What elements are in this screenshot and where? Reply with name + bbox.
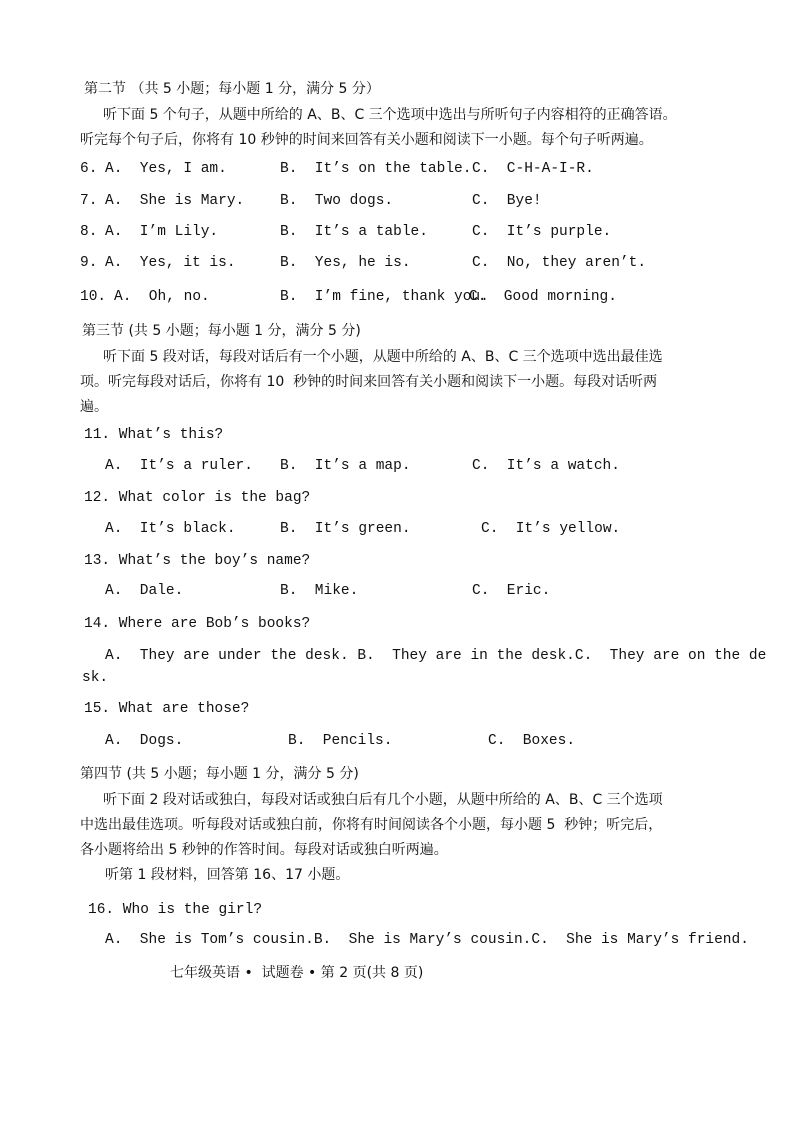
- question-stem: 12. What color is the bag?: [84, 490, 311, 506]
- option-c: C. Eric.: [472, 583, 551, 599]
- section-2-instruction: 听完每个句子后，你将有 10 秒钟的时间来回答有关小题和阅读下一小题。每个句子听两遍。: [80, 132, 653, 148]
- option-c: C. Bye!: [472, 193, 542, 209]
- option-a: A. Yes, I am.: [105, 161, 227, 177]
- section-4-instruction: 听第 1 段材料，回答第 16、17 小题。: [105, 867, 350, 883]
- option-b: B. I’m fine, thank you.: [280, 289, 489, 305]
- option-b: B. It’s green.: [280, 521, 411, 537]
- question-number: 9.: [80, 255, 98, 271]
- option-c: C. It’s yellow.: [481, 521, 621, 537]
- options-line: A. She is Tom’s cousin.B. She is Mary’s cousin.C. She is Mary’s friend.: [105, 932, 749, 948]
- question-stem: 11. What’s this?: [84, 427, 224, 443]
- question-stem: 13. What’s the boy’s name?: [84, 553, 311, 569]
- option-b: B. Two dogs.: [280, 193, 394, 209]
- option-c: C. C-H-A-I-R.: [472, 161, 594, 177]
- option-b: B. It’s a table.: [280, 224, 428, 240]
- option-a: A. Yes, it is.: [105, 255, 236, 271]
- section-4-instruction: 听下面 2 段对话或独白，每段对话或独白后有几个小题，从题中所给的 A、B、C 三个选项: [103, 792, 663, 808]
- question-number: 7.: [80, 193, 98, 209]
- options-line-wrap: sk.: [82, 670, 109, 686]
- option-c: C. It’s a watch.: [472, 458, 620, 474]
- question-stem: 14. Where are Bob’s books?: [84, 616, 311, 632]
- option-a: A. It’s a ruler.: [105, 458, 253, 474]
- section-4-instruction: 中选出最佳选项。听每段对话或独白前，你将有时间阅读各个小题，每小题 5 秒钟；听完后，: [80, 817, 663, 833]
- option-b: B. It’s a map.: [280, 458, 411, 474]
- option-b: B. Pencils.: [288, 733, 393, 749]
- section-4-instruction: 各小题将给出 5 秒钟的作答时间。每段对话或独白听两遍。: [80, 842, 448, 858]
- option-c: C. Boxes.: [488, 733, 576, 749]
- section-2-heading: 第二节 （共 5 小题；每小题 1 分，满分 5 分）: [84, 81, 380, 97]
- option-b: B. Yes, he is.: [280, 255, 411, 271]
- section-4-heading: 第四节 (共 5 小题；每小题 1 分，满分 5 分): [80, 766, 359, 782]
- option-a: A. She is Mary.: [105, 193, 245, 209]
- section-3-instruction: 听下面 5 段对话，每段对话后有一个小题，从题中所给的 A、B、C 三个选项中选出最佳选: [103, 349, 663, 365]
- option-c: C. It’s purple.: [472, 224, 612, 240]
- question-stem: 16. Who is the girl?: [88, 902, 263, 918]
- option-a: A. It’s black.: [105, 521, 236, 537]
- question-number: 6.: [80, 161, 98, 177]
- option-b: B. Mike.: [280, 583, 359, 599]
- option-a: A. Dogs.: [105, 733, 184, 749]
- option-b: B. It’s on the table.: [280, 161, 472, 177]
- option-a: A. Oh, no.: [114, 289, 210, 305]
- section-2-instruction: 听下面 5 个句子，从题中所给的 A、B、C 三个选项中选出与所听句子内容相符的正确答语。: [103, 107, 677, 123]
- options-line: A. They are under the desk. B. They are in the desk.C. They are on the de: [105, 648, 767, 664]
- option-c: C. No, they aren’t.: [472, 255, 647, 271]
- option-a: A. Dale.: [105, 583, 184, 599]
- question-number: 8.: [80, 224, 98, 240]
- option-c: C. Good morning.: [469, 289, 617, 305]
- section-3-instruction: 遍。: [80, 399, 108, 415]
- section-3-heading: 第三节 (共 5 小题；每小题 1 分，满分 5 分): [82, 323, 361, 339]
- question-number: 10.: [80, 289, 107, 305]
- question-stem: 15. What are those?: [84, 701, 250, 717]
- page-footer: 七年级英语 • 试题卷 • 第 2 页(共 8 页): [170, 965, 424, 981]
- option-a: A. I’m Lily.: [105, 224, 219, 240]
- section-3-instruction: 项。听完每段对话后，你将有 10 秒钟的时间来回答有关小题和阅读下一小题。每段对话听两: [80, 374, 658, 390]
